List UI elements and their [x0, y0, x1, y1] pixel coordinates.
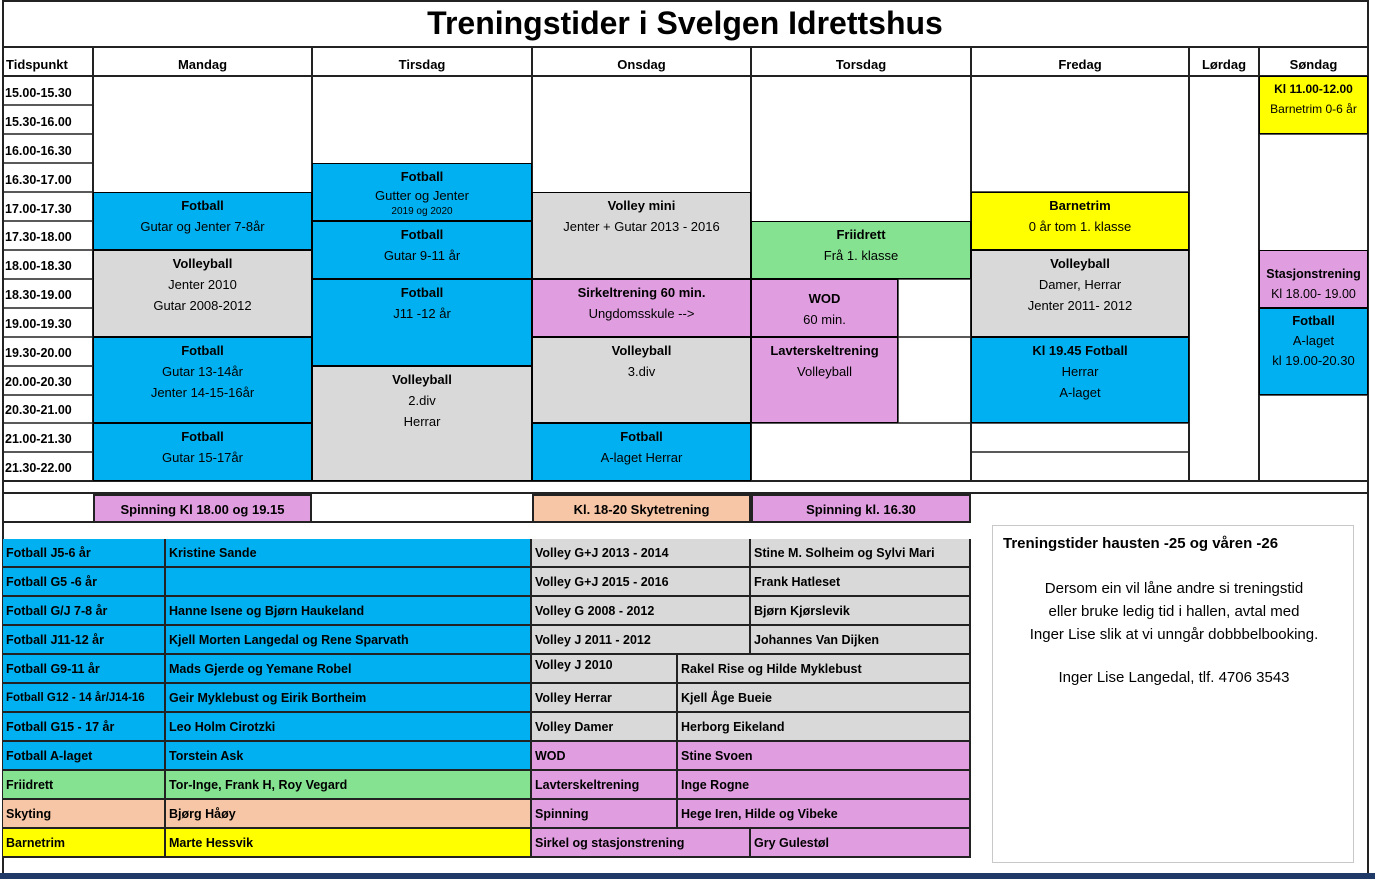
contact-person: Hege Iren, Hilde og Vibeke — [678, 800, 971, 829]
block-line: Gutter og Jenter — [375, 188, 469, 203]
contact-group: Friidrett — [3, 771, 166, 800]
contact-person: Frank Hatleset — [751, 568, 971, 597]
contact-group: Sirkel og stasjonstrening — [532, 829, 751, 858]
time-label: 17.30-18.00 — [5, 230, 72, 244]
time-label: 18.30-19.00 — [5, 288, 72, 302]
contact-person: Gry Gulestøl — [751, 829, 971, 858]
block-line: Jenter 14-15-16år — [150, 385, 255, 400]
block-sondag-stasjonstrening — [1259, 250, 1368, 308]
contact-person: Bjørn Kjørslevik — [751, 597, 971, 626]
contact-group: Fotball G15 - 17 år — [3, 713, 166, 742]
block-line-small: 2019 og 2020 — [391, 206, 453, 217]
contact-group: Volley G+J 2015 - 2016 — [532, 568, 751, 597]
bottom-border-bar — [0, 873, 1375, 879]
contact-person: Hanne Isene og Bjørn Haukeland — [166, 597, 532, 626]
skytetrening-onsdag: Kl. 18-20 Skytetrening — [532, 494, 751, 523]
info-heading: Treningstider hausten -25 og våren -26 — [1003, 535, 1279, 552]
spinning-torsdag: Spinning kl. 16.30 — [751, 494, 971, 523]
contact-person — [166, 568, 532, 597]
block-title: Sirkeltrening 60 min. — [577, 285, 706, 300]
block-title: Fotball — [181, 429, 224, 444]
block-line: Frå 1. klasse — [823, 248, 899, 263]
time-label: 21.00-21.30 — [5, 432, 72, 446]
block-title: Friidrett — [836, 227, 886, 242]
time-label: 17.00-17.30 — [5, 202, 72, 216]
block-title: Fotball — [181, 198, 224, 213]
time-label: 15.00-15.30 — [5, 86, 72, 100]
block-line: 3.div — [627, 364, 656, 379]
block-title: Volleyball — [1050, 256, 1110, 271]
info-text-line: Dersom ein vil låne andre si treningstid — [1044, 580, 1304, 597]
block-tirsdag-fotball-9-11 — [312, 221, 532, 279]
contact-group: Volley Damer — [532, 713, 678, 742]
block-mandag-fotball-15-17 — [93, 423, 312, 481]
block-mandag-fotball-7-8 — [93, 192, 312, 250]
contact-group: Barnetrim — [3, 829, 166, 858]
block-torsdag-lavterskeltrening — [751, 337, 898, 423]
contact-group: Volley G 2008 - 2012 — [532, 597, 751, 626]
contact-person: Marte Hessvik — [166, 829, 532, 858]
contact-group: Fotball G5 -6 år — [3, 568, 166, 597]
contact-group: Fotball A-laget — [3, 742, 166, 771]
block-fredag-fotball — [971, 337, 1189, 423]
time-label: 16.00-16.30 — [5, 144, 72, 158]
contact-person: Leo Holm Cirotzki — [166, 713, 532, 742]
block-title: Volleyball — [611, 343, 672, 358]
contact-person: Inge Rogne — [678, 771, 971, 800]
col-header-lordag: Lørdag — [1201, 57, 1247, 72]
contact-person: Tor-Inge, Frank H, Roy Vegard — [166, 771, 532, 800]
block-title: Fotball — [620, 429, 663, 444]
block-title: WOD — [808, 291, 841, 306]
block-line: 60 min. — [803, 312, 846, 327]
contact-person: Stine M. Solheim og Sylvi Mari — [751, 539, 971, 568]
block-line: J11 -12 år — [393, 306, 451, 321]
contact-person: Johannes Van Dijken — [751, 626, 971, 655]
block-line: A-laget — [1059, 385, 1101, 400]
time-label: 19.30-20.00 — [5, 346, 72, 360]
contact-person: Rakel Rise og Hilde Myklebust — [678, 655, 971, 684]
block-title: Fotball — [400, 227, 444, 242]
contact-person: Mads Gjerde og Yemane Robel — [166, 655, 532, 684]
col-header-onsdag: Onsdag — [617, 57, 666, 72]
block-onsdag-fotball — [532, 423, 751, 481]
block-fredag-volleyball — [971, 250, 1189, 337]
block-line: Barnetrim 0-6 år — [1270, 102, 1357, 116]
block-line: Gutar 15-17år — [162, 450, 243, 465]
block-line: Damer, Herrar — [1038, 277, 1122, 292]
contact-group: Fotball J5-6 år — [3, 539, 166, 568]
block-title: Volley mini — [607, 198, 676, 213]
block-line: Volleyball — [797, 364, 852, 379]
block-title: Lavterskeltrening — [770, 343, 879, 358]
block-sondag-barnetrim — [1259, 76, 1368, 134]
block-title: Kl 19.45 Fotball — [1032, 343, 1128, 358]
time-label: 16.30-17.00 — [5, 173, 72, 187]
block-line: Gutar 2008-2012 — [153, 298, 252, 313]
block-title: Fotball — [181, 343, 224, 358]
block-line: Gutar 13-14år — [162, 364, 243, 379]
contact-group: Fotball J11-12 år — [3, 626, 166, 655]
block-title: Fotball — [1292, 313, 1335, 328]
block-line: Herrar — [403, 414, 441, 429]
block-line: Gutar 9-11 år — [383, 248, 461, 263]
block-title: Fotball — [400, 169, 444, 184]
block-line: Herrar — [1061, 364, 1099, 379]
block-torsdag-wod — [751, 279, 898, 337]
contact-group: Spinning — [532, 800, 678, 829]
block-line: Gutar og Jenter 7-8år — [140, 219, 265, 234]
contact-person: Kjell Morten Langedal og Rene Sparvath — [166, 626, 532, 655]
col-header-tirsdag: Tirsdag — [398, 57, 446, 72]
block-tirsdag-fotball-2019-2020 — [312, 163, 532, 221]
block-fredag-barnetrim — [971, 192, 1189, 250]
block-line: 2.div — [408, 393, 436, 408]
block-onsdag-volleyball — [532, 337, 751, 423]
block-torsdag-friidrett — [751, 221, 971, 279]
col-header-fredag: Fredag — [1058, 57, 1102, 72]
block-line: 0 år tom 1. klasse — [1028, 219, 1132, 234]
info-contact: Inger Lise Langedal, tlf. 4706 3543 — [1058, 669, 1290, 686]
contact-group: WOD — [532, 742, 678, 771]
contact-person: Herborg Eikeland — [678, 713, 971, 742]
block-line: Jenter 2010 — [168, 277, 237, 292]
block-title: Fotball — [400, 285, 444, 300]
block-title: Volleyball — [172, 256, 233, 271]
contact-person: Kjell Åge Bueie — [678, 684, 971, 713]
contact-group: Volley J 2010 — [532, 655, 678, 684]
contact-group: Volley Herrar — [532, 684, 678, 713]
time-label: 20.30-21.00 — [5, 403, 72, 417]
block-title: Barnetrim — [1049, 198, 1111, 213]
block-sondag-fotball — [1259, 308, 1368, 395]
contact-person: Kristine Sande — [166, 539, 532, 568]
block-mandag-volleyball — [93, 250, 312, 337]
col-header-mandag: Mandag — [177, 57, 228, 72]
contact-group: Volley G+J 2013 - 2014 — [532, 539, 751, 568]
contact-group: Lavterskeltrening — [532, 771, 678, 800]
page-title: Treningstider i Svelgen Idrettshus — [427, 5, 943, 41]
info-text-line: Inger Lise slik at vi unngår dobbbelbooking. — [1029, 626, 1319, 643]
contact-person: Geir Myklebust og Eirik Bortheim — [166, 684, 532, 713]
block-line: Kl 18.00- 19.00 — [1271, 287, 1356, 301]
contact-group: Fotball G9-11 år — [3, 655, 166, 684]
col-header-sondag: Søndag — [1289, 57, 1338, 72]
time-label: 21.30-22.00 — [5, 461, 72, 475]
block-title: Volleyball — [392, 372, 452, 387]
block-line: A-laget — [1292, 333, 1335, 348]
block-line: Ungdomsskule --> — [588, 306, 695, 321]
col-header-torsdag: Torsdag — [835, 57, 887, 72]
time-label: 15.30-16.00 — [5, 115, 72, 129]
block-title: Kl 11.00-12.00 — [1274, 82, 1353, 96]
info-text-line: eller bruke ledig tid i hallen, avtal med — [1048, 603, 1300, 620]
contact-person: Bjørg Håøy — [166, 800, 532, 829]
block-mandag-fotball-13-16 — [93, 337, 312, 423]
info-box — [992, 525, 1354, 863]
block-line: Jenter + Gutar 2013 - 2016 — [563, 219, 720, 234]
time-label: 18.00-18.30 — [5, 259, 72, 273]
spinning-mandag: Spinning Kl 18.00 og 19.15 — [93, 494, 312, 523]
block-title: Stasjonstrening — [1266, 267, 1361, 281]
contact-group: Skyting — [3, 800, 166, 829]
contact-person: Stine Svoen — [678, 742, 971, 771]
block-line: Jenter 2011- 2012 — [1027, 298, 1133, 313]
time-label: 20.00-20.30 — [5, 375, 72, 389]
contact-group: Fotball G/J 7-8 år — [3, 597, 166, 626]
contact-group: Fotball G12 - 14 år/J14-16 — [3, 684, 166, 713]
contact-person: Torstein Ask — [166, 742, 532, 771]
block-onsdag-sirkeltrening — [532, 279, 751, 337]
block-line: A-laget Herrar — [600, 450, 683, 465]
block-tirsdag-volleyball — [312, 366, 532, 481]
block-onsdag-volley-mini — [532, 192, 751, 279]
block-tirsdag-fotball-j11-12 — [312, 279, 532, 366]
contact-group: Volley J 2011 - 2012 — [532, 626, 751, 655]
col-header-tidspunkt: Tidspunkt — [6, 57, 68, 72]
block-line: kl 19.00-20.30 — [1272, 353, 1355, 368]
time-label: 19.00-19.30 — [5, 317, 72, 331]
